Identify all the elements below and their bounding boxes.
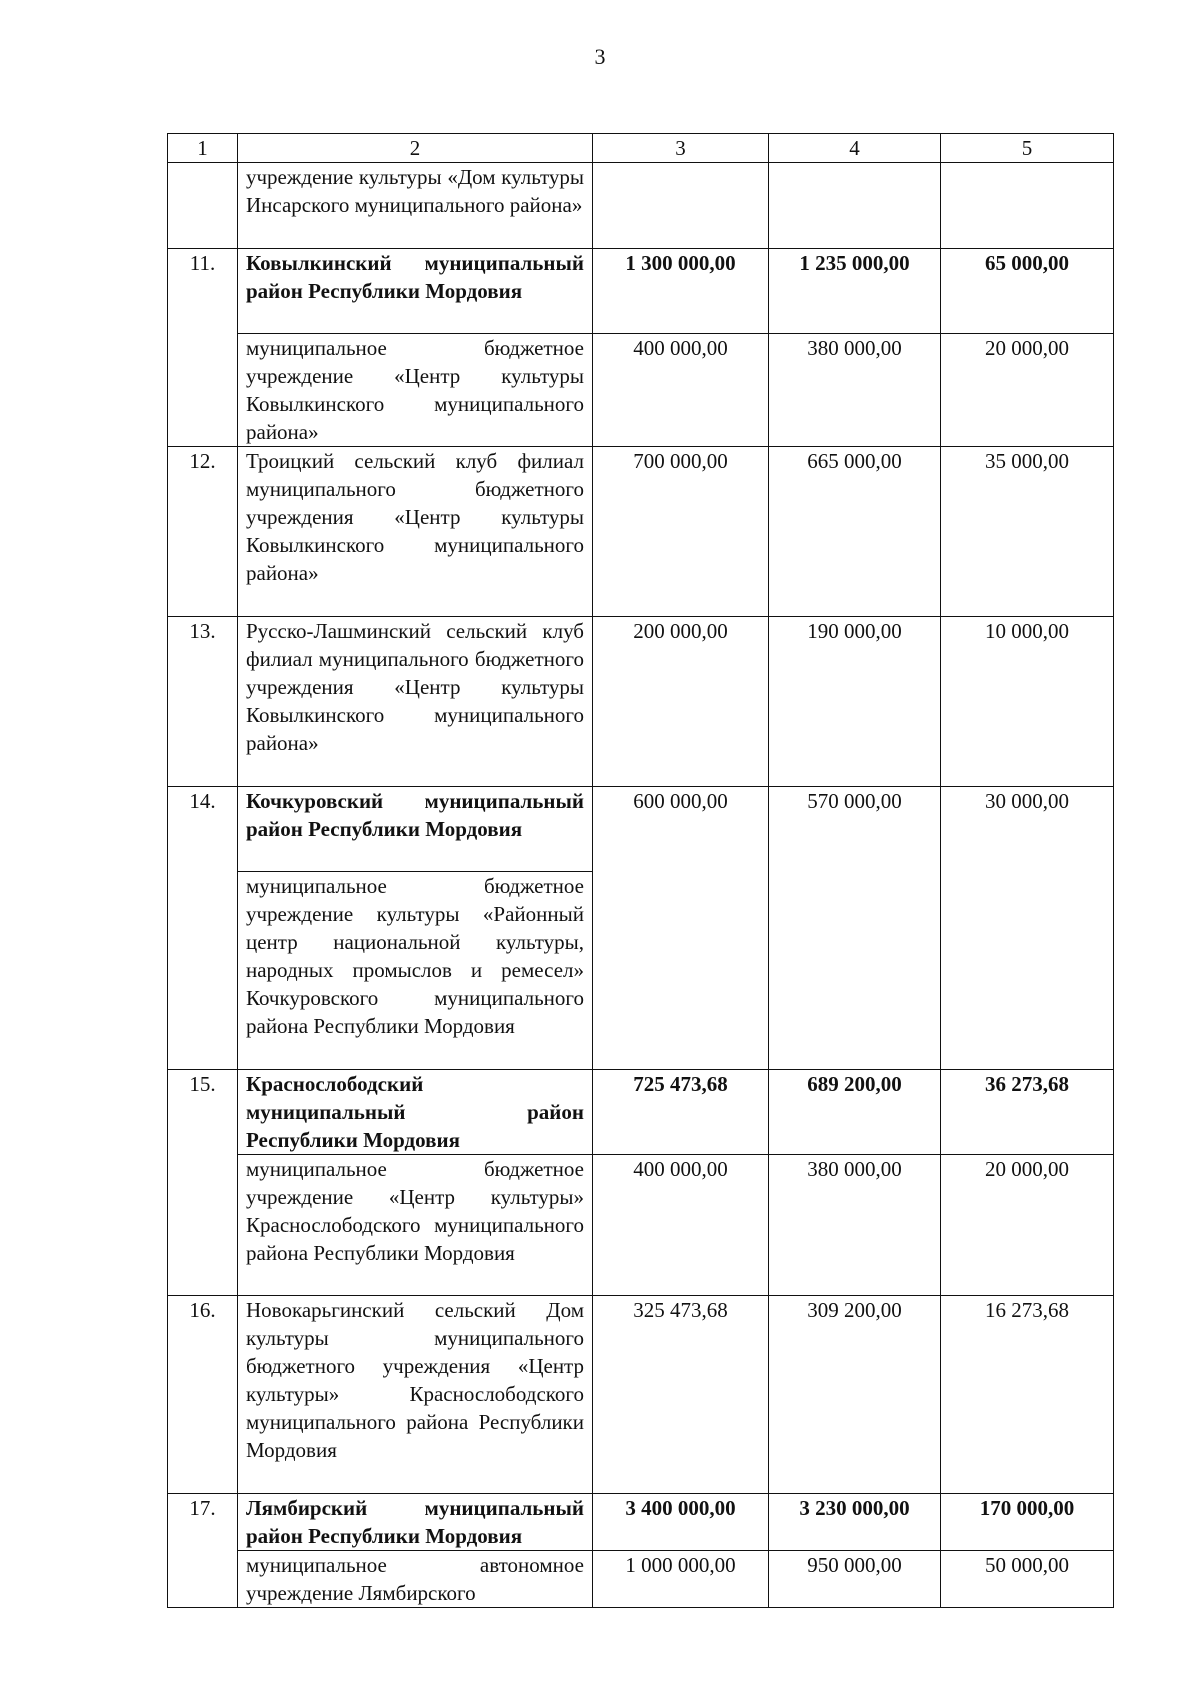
row-name: муниципальное бюджетное учреждение «Центр культуры Ковылкинского муниципального района» bbox=[238, 334, 593, 447]
header-cell: 4 bbox=[769, 134, 941, 163]
table-row bbox=[168, 1155, 1114, 1296]
row-regional: 30 000,00 bbox=[941, 787, 1114, 1070]
row-name: Новокарьгинский сельский Дом культуры муниципального бюджетного учреждения «Центр культуры» Краснослободского муниципального района Республики Мордовия bbox=[238, 1296, 593, 1494]
row-name: Краснослободский муниципальный район Республики Мордовия bbox=[238, 1070, 593, 1155]
header-cell: 2 bbox=[238, 134, 593, 163]
row-federal: 3 230 000,00 bbox=[769, 1494, 941, 1551]
row-regional: 35 000,00 bbox=[941, 447, 1114, 617]
row-total: 700 000,00 bbox=[593, 447, 769, 617]
header-cell: 1 bbox=[168, 134, 238, 163]
row-number: 15. bbox=[168, 1070, 238, 1296]
row-name: Ковылкинский муниципальный район Республики Мордовия bbox=[238, 249, 593, 334]
table-row bbox=[168, 787, 1114, 872]
row-regional: 16 273,68 bbox=[941, 1296, 1114, 1494]
table-row bbox=[168, 249, 1114, 334]
row-federal: 1 235 000,00 bbox=[769, 249, 941, 334]
table-row bbox=[168, 163, 1114, 249]
row-total: 1 000 000,00 bbox=[593, 1551, 769, 1608]
row-regional: 170 000,00 bbox=[941, 1494, 1114, 1551]
row-name: муниципальное бюджетное учреждение культуры «Районный центр национальной культуры, народных промыслов и ремесел» Кочкуровского муниципального района Республики Мордовия bbox=[238, 872, 593, 1070]
row-number: 13. bbox=[168, 617, 238, 787]
table-row bbox=[168, 1296, 1114, 1494]
row-total: 325 473,68 bbox=[593, 1296, 769, 1494]
row-federal: 380 000,00 bbox=[769, 334, 941, 447]
row-total: 400 000,00 bbox=[593, 1155, 769, 1296]
row-federal: 689 200,00 bbox=[769, 1070, 941, 1155]
row-total: 200 000,00 bbox=[593, 617, 769, 787]
table-row bbox=[168, 1070, 1114, 1155]
row-federal: 570 000,00 bbox=[769, 787, 941, 1070]
row-number: 11. bbox=[168, 249, 238, 447]
row-federal: 309 200,00 bbox=[769, 1296, 941, 1494]
table-row bbox=[168, 1551, 1114, 1608]
row-total: 400 000,00 bbox=[593, 334, 769, 447]
row-number: 16. bbox=[168, 1296, 238, 1494]
table-header-row bbox=[168, 134, 1114, 163]
row-federal: 950 000,00 bbox=[769, 1551, 941, 1608]
table-row bbox=[168, 447, 1114, 617]
row-name: Лямбирский муниципальный район Республики Мордовия bbox=[238, 1494, 593, 1551]
row-regional: 36 273,68 bbox=[941, 1070, 1114, 1155]
table-row bbox=[168, 1494, 1114, 1551]
row-name: учреждение культуры «Дом культуры Инсарского муниципального района» bbox=[238, 163, 593, 249]
row-number: 14. bbox=[168, 787, 238, 1070]
row-number: 17. bbox=[168, 1494, 238, 1608]
row-regional: 20 000,00 bbox=[941, 334, 1114, 447]
row-regional: 20 000,00 bbox=[941, 1155, 1114, 1296]
row-name: муниципальное бюджетное учреждение «Центр культуры» Краснослободского муниципального района Республики Мордовия bbox=[238, 1155, 593, 1296]
row-total: 725 473,68 bbox=[593, 1070, 769, 1155]
row-total: 600 000,00 bbox=[593, 787, 769, 1070]
page-number: 3 bbox=[594, 44, 606, 69]
row-name: Троицкий сельский клуб филиал муниципального бюджетного учреждения «Центр культуры Ковылкинского муниципального района» bbox=[238, 447, 593, 617]
header-cell: 5 bbox=[941, 134, 1114, 163]
row-regional: 65 000,00 bbox=[941, 249, 1114, 334]
table-row bbox=[168, 334, 1114, 447]
row-federal: 665 000,00 bbox=[769, 447, 941, 617]
row-federal bbox=[769, 163, 941, 249]
row-name: муниципальное автономное учреждение Лямбирского bbox=[238, 1551, 593, 1608]
row-regional: 10 000,00 bbox=[941, 617, 1114, 787]
header-cell: 3 bbox=[593, 134, 769, 163]
budget-table bbox=[167, 133, 1114, 1608]
row-name: Русско-Лашминский сельский клуб филиал муниципального бюджетного учреждения «Центр культуры Ковылкинского муниципального района» bbox=[238, 617, 593, 787]
row-total: 3 400 000,00 bbox=[593, 1494, 769, 1551]
row-total: 1 300 000,00 bbox=[593, 249, 769, 334]
row-federal: 190 000,00 bbox=[769, 617, 941, 787]
row-number: 12. bbox=[168, 447, 238, 617]
row-total bbox=[593, 163, 769, 249]
row-number bbox=[168, 163, 238, 249]
row-regional: 50 000,00 bbox=[941, 1551, 1114, 1608]
row-regional bbox=[941, 163, 1114, 249]
row-name: Кочкуровский муниципальный район Республики Мордовия bbox=[238, 787, 593, 872]
table-row bbox=[168, 617, 1114, 787]
row-federal: 380 000,00 bbox=[769, 1155, 941, 1296]
